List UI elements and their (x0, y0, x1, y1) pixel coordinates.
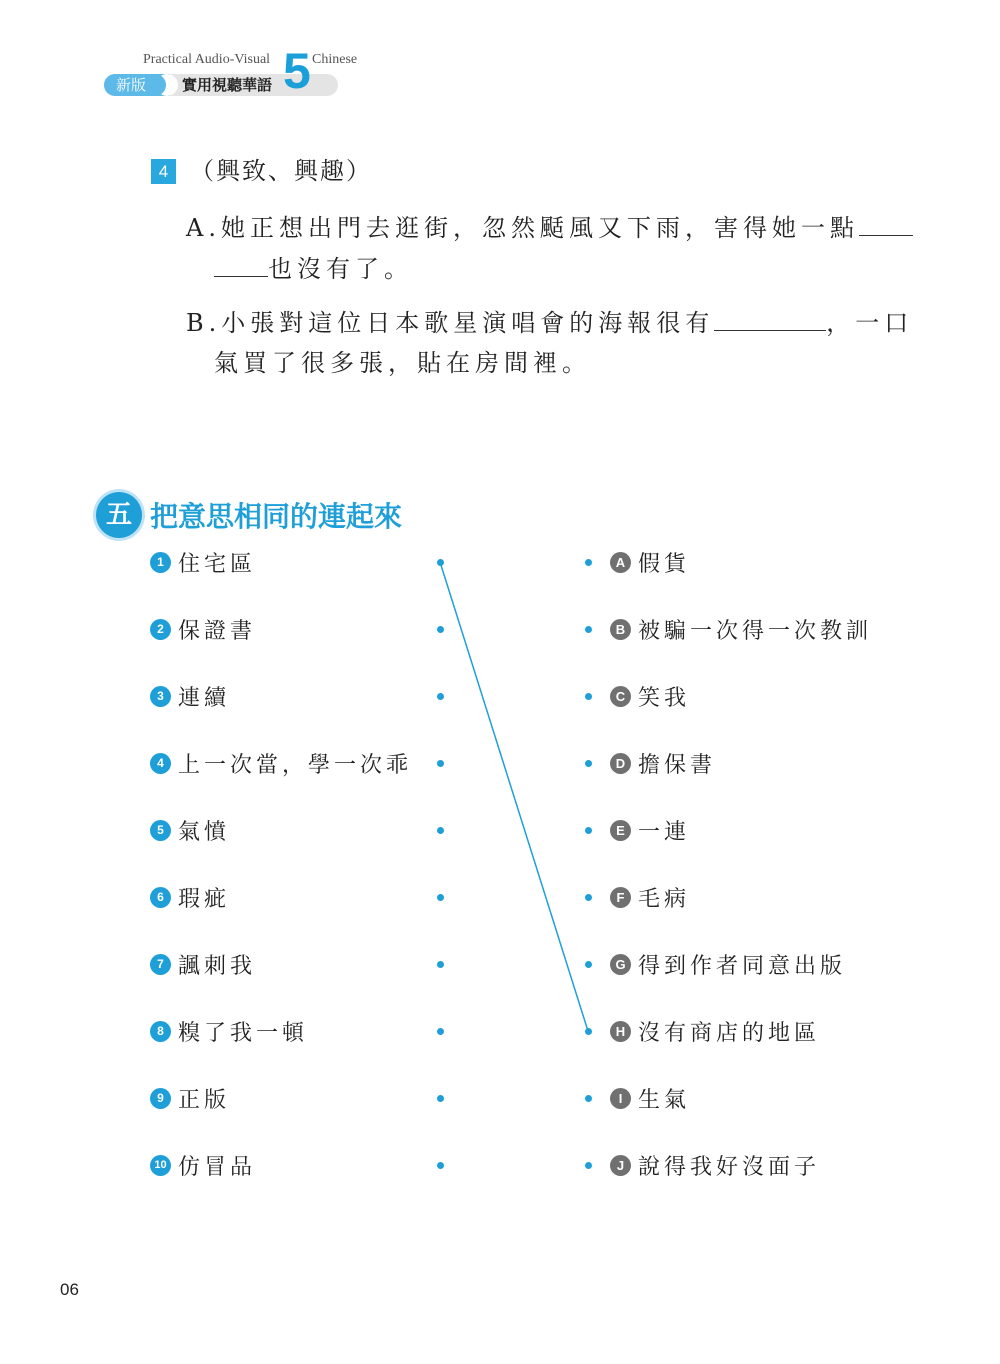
right-connector-dot[interactable] (585, 559, 592, 566)
question-a-text-2: 也沒有了。 (268, 255, 413, 283)
item-number-badge: 4 (150, 753, 171, 774)
answer-blank-b[interactable] (714, 302, 826, 331)
right-item-text: 得到作者同意出版 (638, 953, 847, 979)
right-connector-dot[interactable] (585, 1028, 592, 1035)
right-item-text: 被騙一次得一次教訓 (638, 618, 873, 644)
question-a-text: A.她正想出門去逛街，忽然颳風又下雨，害得她一點 (186, 214, 859, 242)
question-a-line-1 (186, 207, 913, 248)
question-title: （興致、興趣） (190, 157, 372, 185)
question-b-text: B.小張對這位日本歌星演唱會的海報很有 (186, 309, 715, 337)
volume-number: 5 (283, 43, 311, 99)
left-item (150, 815, 230, 845)
right-item-text: 擔保書 (638, 752, 717, 778)
right-item (610, 681, 690, 711)
right-item (610, 1083, 690, 1113)
right-item-text: 生氣 (638, 1087, 691, 1113)
left-item (150, 949, 256, 979)
question-b-text-2: 氣買了很多張，貼在房間裡。 (214, 349, 591, 377)
edition-badge: 新版 (104, 74, 170, 96)
left-item (150, 882, 230, 912)
left-item-text: 正版 (178, 1087, 231, 1113)
item-number-badge: 8 (150, 1021, 171, 1042)
right-item (610, 1150, 820, 1180)
left-connector-dot[interactable] (437, 693, 444, 700)
right-connector-dot[interactable] (585, 1162, 592, 1169)
item-number-badge: 6 (150, 887, 171, 908)
left-item (150, 1083, 230, 1113)
left-item (150, 1150, 256, 1180)
edition-badge-cap (156, 74, 178, 96)
right-connector-dot[interactable] (585, 760, 592, 767)
right-connector-dot[interactable] (585, 961, 592, 968)
right-item (610, 882, 690, 912)
right-item (610, 815, 690, 845)
left-connector-dot[interactable] (437, 626, 444, 633)
item-number-badge: 9 (150, 1088, 171, 1109)
left-item (150, 547, 256, 577)
left-item (150, 681, 230, 711)
right-item-text: 笑我 (638, 685, 691, 711)
left-item-text: 連續 (178, 685, 231, 711)
left-item-text: 保證書 (178, 618, 257, 644)
question-b-text-after: ，一口 (826, 309, 914, 337)
series-chinese-title: 實用視聽華語 (182, 76, 273, 94)
right-item (610, 748, 716, 778)
item-letter-badge: A (610, 552, 631, 573)
example-connection-line (440, 562, 588, 1031)
right-connector-dot[interactable] (585, 1095, 592, 1102)
left-connector-dot[interactable] (437, 559, 444, 566)
series-english-title-left: Practical Audio-Visual (143, 52, 271, 67)
left-connector-dot[interactable] (437, 1028, 444, 1035)
left-item-text: 仿冒品 (178, 1154, 257, 1180)
item-number-badge: 7 (150, 954, 171, 975)
left-connector-dot[interactable] (437, 1162, 444, 1169)
left-connector-dot[interactable] (437, 961, 444, 968)
item-letter-badge: H (610, 1021, 631, 1042)
right-connector-dot[interactable] (585, 693, 592, 700)
question-a-line-2 (214, 248, 413, 289)
section-badge: 五 (96, 492, 142, 538)
left-item-text: 住宅區 (178, 551, 257, 577)
left-item-text: 瑕疵 (178, 886, 231, 912)
question-number: 4 (151, 159, 176, 184)
page-number: 06 (60, 1280, 79, 1299)
item-letter-badge: I (610, 1088, 631, 1109)
right-connector-dot[interactable] (585, 894, 592, 901)
item-letter-badge: F (610, 887, 631, 908)
left-connector-dot[interactable] (437, 1095, 444, 1102)
item-letter-badge: C (610, 686, 631, 707)
question-b-line-1 (186, 302, 913, 343)
left-connector-dot[interactable] (437, 894, 444, 901)
right-item (610, 614, 872, 644)
item-letter-badge: G (610, 954, 631, 975)
answer-blank-a-part2[interactable] (214, 248, 268, 277)
item-letter-badge: D (610, 753, 631, 774)
right-connector-dot[interactable] (585, 626, 592, 633)
left-item-text: 上一次當，學一次乖 (178, 752, 413, 778)
left-item-text: 諷刺我 (178, 953, 257, 979)
left-item (150, 614, 256, 644)
item-letter-badge: B (610, 619, 631, 640)
right-item (610, 949, 846, 979)
right-item-text: 假貨 (638, 551, 691, 577)
left-connector-dot[interactable] (437, 827, 444, 834)
item-number-badge: 1 (150, 552, 171, 573)
item-number-badge: 3 (150, 686, 171, 707)
answer-blank-a-part1[interactable] (859, 207, 913, 236)
section-title: 把意思相同的連起來 (150, 500, 403, 533)
left-item (150, 748, 412, 778)
right-item-text: 一連 (638, 819, 691, 845)
item-letter-badge: E (610, 820, 631, 841)
right-item (610, 1016, 820, 1046)
right-item-text: 毛病 (638, 886, 691, 912)
question-b-line-2 (214, 343, 591, 383)
item-number-badge: 5 (150, 820, 171, 841)
left-connector-dot[interactable] (437, 760, 444, 767)
left-item (150, 1016, 308, 1046)
item-number-badge: 10 (150, 1155, 171, 1176)
left-item-text: 氣憤 (178, 819, 231, 845)
right-item-text: 沒有商店的地區 (638, 1020, 821, 1046)
item-number-badge: 2 (150, 619, 171, 640)
item-letter-badge: J (610, 1155, 631, 1176)
right-item (610, 547, 690, 577)
right-item-text: 說得我好沒面子 (638, 1154, 821, 1180)
left-item-text: 糗了我一頓 (178, 1020, 309, 1046)
series-english-title-right: Chinese (312, 52, 358, 67)
right-connector-dot[interactable] (585, 827, 592, 834)
